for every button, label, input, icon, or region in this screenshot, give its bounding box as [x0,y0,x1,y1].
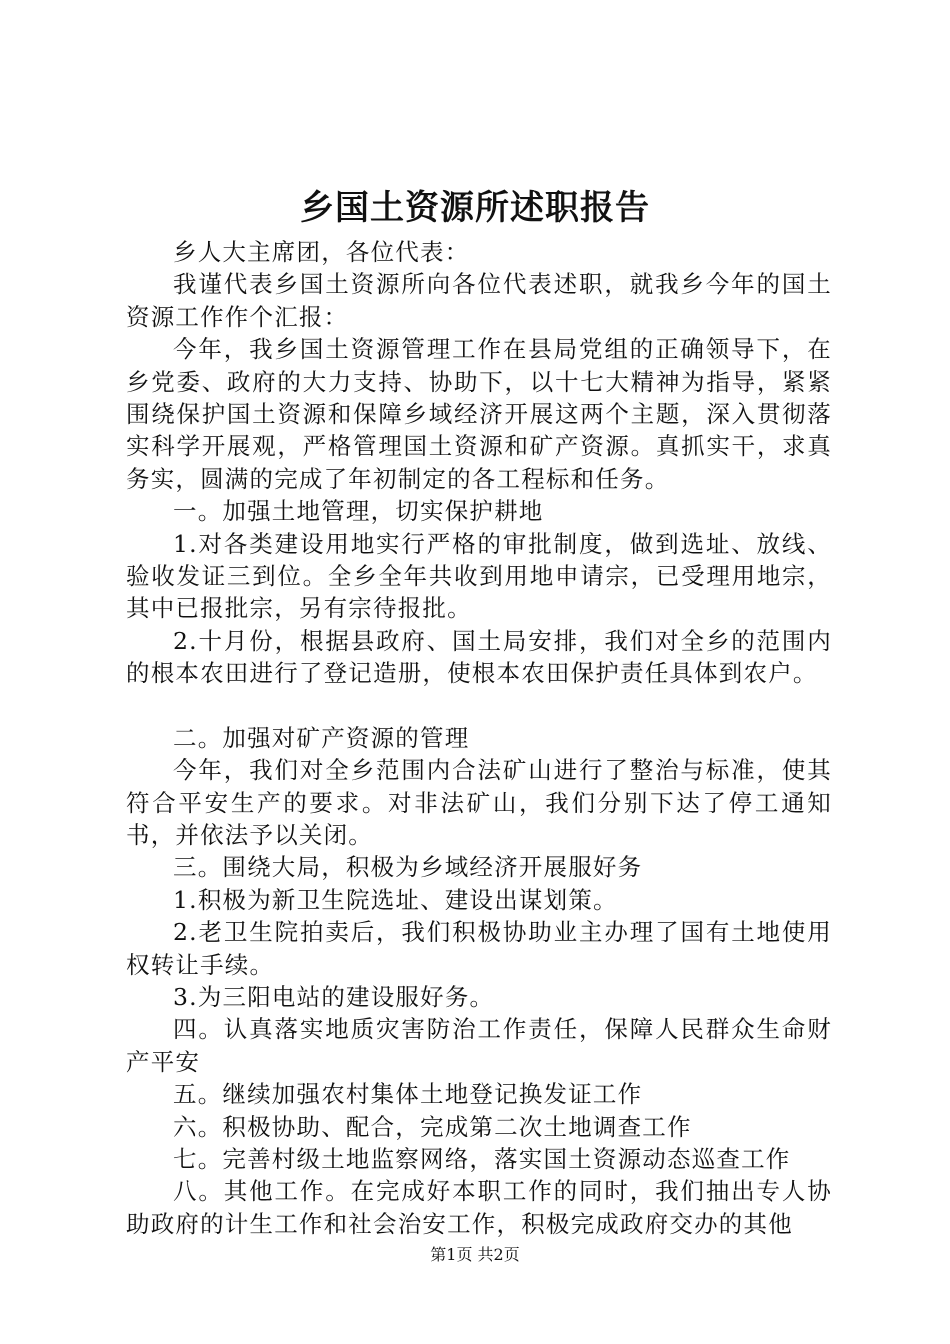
page-footer: 第1页 共2页 [430,1245,520,1264]
section-heading-7: 七。完善村级土地监察网络，落实国土资源动态巡查工作 [173,1144,791,1173]
paragraph-item-3-3: 3.为三阳电站的建设服好务。 [173,982,495,1011]
paragraph-item-3-1: 1.积极为新卫生院选址、建设出谋划策。 [173,885,618,914]
section-heading-1: 一。加强土地管理，切实保护耕地 [173,497,544,526]
document-body [126,236,832,1240]
section-heading-6: 六。积极协助、配合，完成第二次土地调查工作 [173,1112,692,1141]
paragraph-item-1-2: 2.十月份，根据县政府、国土局安排，我们对全乡的范围内的根本农田进行了登记造册，使根本农田保护责任具体到农户。 [126,626,832,688]
paragraph-mining: 今年，我们对全乡范围内合法矿山进行了整治与标准，使其符合平安生产的要求。对非法矿山，我们分别下达了停工通知书，并依法予以关闭。 [126,756,832,849]
section-heading-5: 五。继续加强农村集体土地登记换发证工作 [173,1080,643,1109]
paragraph-item-3-2: 2.老卫生院拍卖后，我们积极协助业主办理了国有土地使用权转让手续。 [126,918,832,979]
paragraph-salutation: 乡人大主席团，各位代表： [173,238,470,266]
section-heading-4: 四。认真落实地质灾害防治工作责任，保障人民群众生命财产平安 [126,1015,832,1076]
document-title: 乡国土资源所述职报告 [300,188,650,228]
section-heading-8: 八。其他工作。在完成好本职工作的同时，我们抽出专人协助政府的计生工作和社会治安工作，积极完成政府交办的其他 [126,1177,832,1238]
section-heading-3: 三。围绕大局，积极为乡域经济开展服好务 [173,853,643,882]
paragraph-intro: 我谨代表乡国土资源所向各位代表述职，就我乡今年的国土资源工作作个汇报： [126,270,832,331]
paragraph-overview: 今年，我乡国土资源管理工作在县局党组的正确领导下，在乡党委、政府的大力支持、协助下，以十七大精神为指导，紧紧围绕保护国土资源和保障乡域经济开展这两个主题，深入贯彻落实科学开展观，严格管理国土资源和矿产资源。真抓实干，求真务实，圆满的完成了年初制定的各工程标和任务。 [126,335,832,493]
paragraph-item-1-1: 1.对各类建设用地实行严格的审批制度，做到选址、放线、验收发证三到位。全乡全年共收到用地申请宗，已受理用地宗，其中已报批宗，另有宗待报批。 [126,529,832,623]
section-heading-2: 二。加强对矿产资源的管理 [173,723,470,752]
